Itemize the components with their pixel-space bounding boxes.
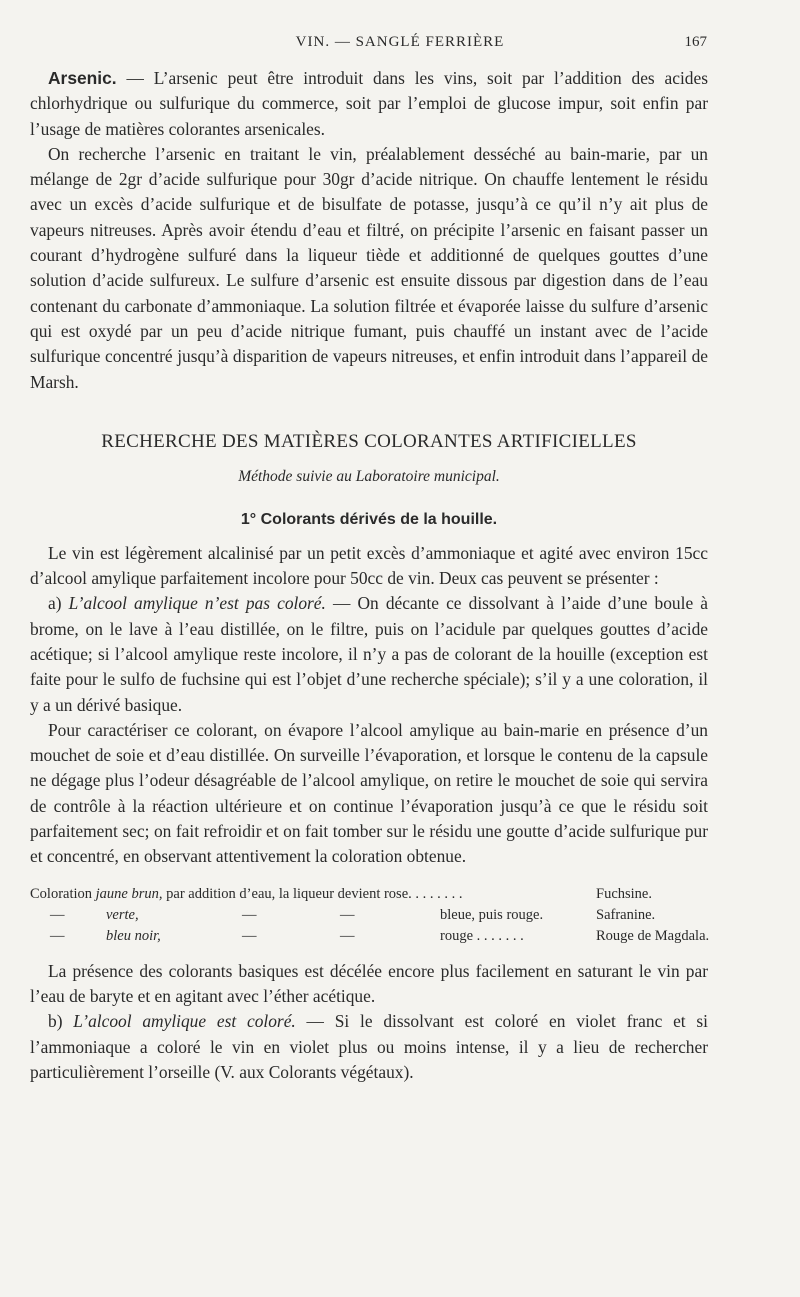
case-b-label: b) [48, 1011, 74, 1032]
subsection-title: 1° Colorants dérivés de la houille. [240, 511, 498, 529]
case-a-text: — On décante ce dissolvant à l’aide d’une boule à brome, on le lave à l’eau distillée, on le filtre, puis on l’acidule par quelques gouttes d’acide acétique; si l’alcool amylique reste incolore, il n’y a pas de colorant de la houille (exception est faite pour le sulfo de fuchsine qui est l’objet d’une recherche spéciale); s’il y a une coloration, il y a un dérivé basique. [30, 593, 708, 715]
method-subtitle: Méthode suivie au Laboratoire municipal. [238, 468, 500, 486]
row-result: Fuchsine. [596, 885, 652, 902]
running-header [0, 28, 800, 58]
row-dash: — [50, 906, 65, 923]
row-prefix: Coloration [30, 885, 96, 902]
row-description: rouge . . . . . . . [440, 927, 524, 944]
arsenic-paragraph-2: On recherche l’arsenic en traitant le vin, préalablement desséché au bain-marie, par un mélange de 2gr d’acide sulfurique pour 30gr d’acide nitrique. On chauffe lentement le résidu avec un excès d’acide sulfurique et de bisulfate de potasse, jusqu’à ce qu’il n’y ait plus de vapeurs nitreuses. Après avoir étendu d’eau et filtré, on précipite l’arsenic en faisant passer un courant d’hydrogène sulfuré dans la liqueur tiède et additionné de quelques gouttes d’une solution d’acide sulfureux. Le sulfure d’arsenic est ensuite dissous par digestion dans de l’eau contenant du carbonate d’ammoniaque. La solution filtrée et évaporée laisse du sulfure d’arsenic qui est oxydé par un peu d’acide nitrique fumant, puis chauffé un instant avec de l’acide sulfurique concentré jusqu’à disparition de vapeurs nitreuses, et enfin introduit dans l’appareil de Marsh. [30, 143, 708, 392]
arsenic-paragraph-1 [30, 66, 708, 142]
row-result: Safranine. [596, 906, 656, 923]
arsenic-heading: Arsenic. [48, 68, 117, 88]
table-row [30, 905, 708, 926]
case-b-paragraph [30, 1009, 708, 1085]
row-dash: — [242, 927, 257, 944]
table-row [30, 884, 708, 905]
page-number: 167 [684, 34, 707, 50]
row-color: jaune brun, [95, 885, 163, 902]
row-dash: — [50, 927, 65, 944]
intro-paragraph: Le vin est légèrement alcalinisé par un petit excès d’ammoniaque et agité avec environ 15cc d’alcool amylique parfaitement incolore pour 50cc de vin. Deux cas peuvent se présenter : [30, 542, 708, 589]
row-dash: — [340, 927, 355, 944]
row-description: par addition d’eau, la liqueur devient rose. . . . . . . . [162, 885, 463, 902]
row-color: bleu noir, [106, 927, 161, 944]
characterize-paragraph: Pour caractériser ce colorant, on évapore l’alcool amylique au bain-marie en présence d’un mouchet de soie et d’eau distillée. On surveille l’évaporation, et lorsque le contenu de la capsule ne dégage plus l’odeur désagréable de l’alcool amylique, on retire le mouchet de soie qui servira de contrôle à la réaction ultérieure et on continue l’évaporation jusqu’à ce que le résidu soit parfaitement sec; on fait refroidir et on fait tomber sur le résidu une goutte d’acide sulfurique pur et concentré, en observant attentivement la coloration obtenue. [30, 719, 708, 867]
case-a-paragraph [30, 591, 708, 717]
case-b-heading: L’alcool amylique est coloré. [73, 1011, 296, 1032]
row-result: Rouge de Magdala. [596, 927, 710, 944]
running-title: VIN. — SANGLÉ FERRIÈRE [295, 34, 505, 50]
case-a-heading: L’alcool amylique n’est pas coloré. [68, 593, 326, 614]
coloration-table [30, 884, 708, 947]
basic-paragraph: La présence des colorants basiques est décélée encore plus facilement en saturant le vin par l’eau de baryte et en agitant avec l’éther acétique. [30, 960, 708, 1006]
row-text [30, 884, 463, 905]
case-a-label: a) [48, 593, 69, 614]
table-row [30, 926, 708, 947]
section-title: RECHERCHE DES MATIÈRES COLORANTES ARTIFICIELLES [101, 430, 637, 452]
case-b-text: — Si le dissolvant est coloré en violet franc et si l’ammoniaque a coloré le vin en violet plus ou moins intense, il y a lieu de rechercher particulièrement l’orseille (V. aux Colorants végétaux). [30, 1011, 709, 1082]
page-body [30, 66, 708, 1085]
row-color: verte, [106, 906, 139, 923]
row-dash: — [340, 906, 355, 923]
arsenic-text-1: — L’arsenic peut être introduit dans les vins, soit par l’addition des acides chlorhydrique ou sulfurique du commerce, soit par l’emploi de glucose impur, soit enfin par l’usage de matières colorantes arsenicales. [30, 68, 708, 139]
row-dash: — [242, 906, 257, 923]
row-description: bleue, puis rouge. [440, 906, 544, 923]
